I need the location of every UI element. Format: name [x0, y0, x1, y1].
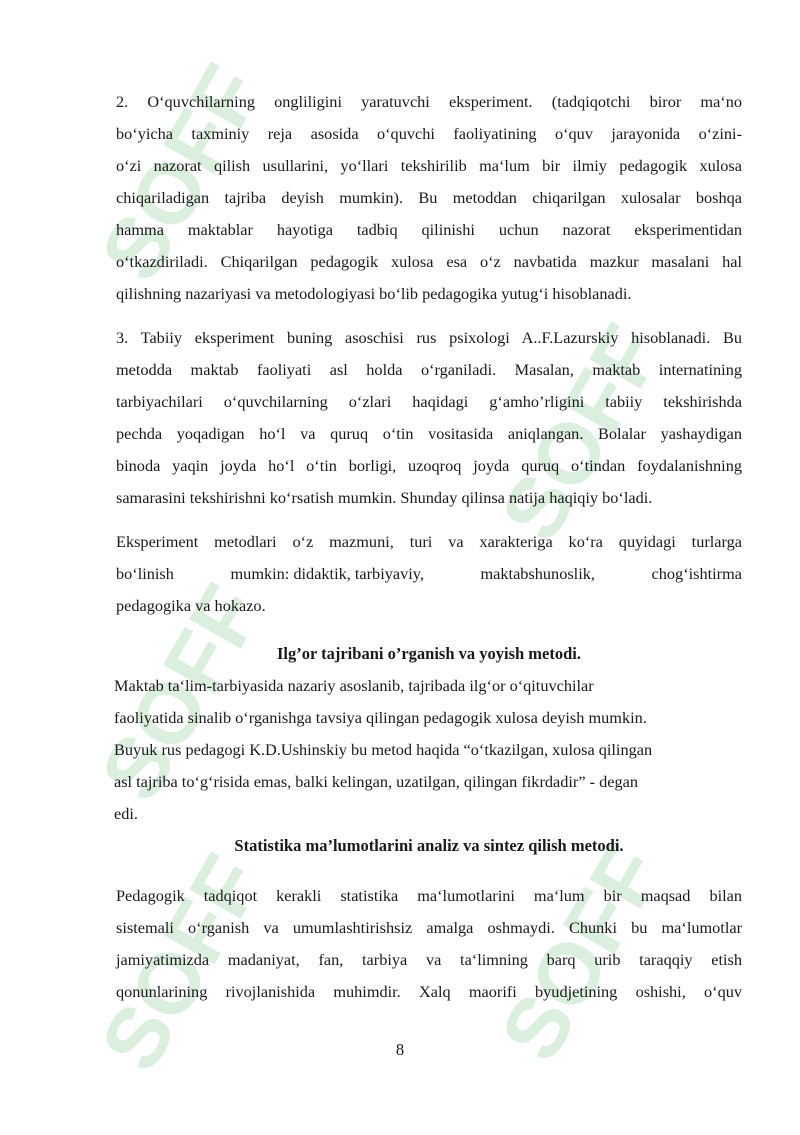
text-line: o‘tkazdiriladi. Chiqarilgan pedagogik xulosa esa o‘z navbatida mazkur masalani hal: [116, 252, 742, 271]
watermark-text: SOFF: [100, 839, 270, 1087]
paragraph-ilgor-tajriba: [114, 670, 742, 830]
text-line: samarasini tekshirishni ko‘rsatish mumkin. Shunday qilinsa natija haqiqiy bo‘ladi.: [116, 488, 653, 507]
text-line: bo‘yicha taxminiy reja asosida o‘quvchi faoliyatining o‘quv jarayonida o‘zini-: [116, 124, 742, 143]
text-line: qilishning nazariyasi va metodologiyasi bo‘lib pedagogika yutug‘i hisoblanadi.: [116, 284, 632, 303]
text-line: Pedagogik tadqiqot kerakli statistika ma‘lumotlarini ma‘lum bir maqsad bilan: [116, 886, 742, 905]
watermark-text: SOFF: [500, 829, 670, 1077]
text-line: hamma maktablar hayotiga tadbiq qilinishi uchun nazorat eksperimentidan: [116, 220, 742, 239]
text-line: qonunlarining rivojlanishida muhimdir. Xalq maorifi byudjetining oshishi, o‘quv: [116, 982, 742, 1001]
text-line: 2. O‘quvchilarning ongliligini yaratuvchi eksperiment. (tadqiqotchi biror ma‘no: [116, 92, 742, 111]
section-heading: Ilg’or tajribani o’rganish va yoyish metodi.: [276, 644, 582, 663]
paragraph-tabiiy-eksperiment: [116, 322, 742, 514]
text-line: pechda yoqadigan ho‘l va quruq o‘tin vositasida aniqlangan. Bolalar yashaydigan: [116, 424, 742, 443]
text-line: Maktab ta‘lim-tarbiyasida nazariy asoslanib, tajribada ilg‘or o‘qituvchilar: [114, 676, 594, 695]
text-line: jamiyatimizda madaniyat, fan, tarbiya va ta‘limning barq urib taraqqiy etish: [116, 950, 742, 969]
text-word: mumkin: didaktik, tarbiyaviy,: [230, 564, 424, 583]
paragraph-eksperiment-turlari: [116, 526, 742, 622]
text-line: pedagogika va hokazo.: [116, 596, 266, 615]
paragraph-statistika: [116, 880, 742, 1008]
watermark-text: SOFF: [500, 309, 670, 557]
watermark-text: SOFF: [100, 569, 270, 817]
text-word: maktabshunoslik,: [480, 564, 595, 583]
text-line: asl tajriba to‘g‘risida emas, balki kelingan, uzatilgan, qilingan fikrdadir” - degan: [114, 772, 638, 791]
text-word: bo‘linish: [116, 564, 174, 583]
document-body: [116, 86, 742, 1008]
text-line: edi.: [114, 804, 138, 823]
text-line: sistemali o‘rganish va umumlashtirishsiz amalga oshmaydi. Chunki bu ma‘lumotlar: [116, 918, 742, 937]
watermark-text: SOFF: [100, 49, 270, 297]
section-heading: Statistika ma’lumotlarini analiz va sintez qilish metodi.: [234, 836, 624, 855]
text-line: [116, 558, 742, 590]
text-word: chog‘ishtirma: [651, 564, 742, 583]
text-line: o‘zi nazorat qilish usullarini, yo‘llari tekshirilib ma‘lum bir ilmiy pedagogik xulosa: [116, 156, 742, 175]
text-line: chiqariladigan tajriba deyish mumkin). Bu metoddan chiqarilgan xulosalar boshqa: [116, 188, 742, 207]
text-line: Buyuk rus pedagogi K.D.Ushinskiy bu metod haqida “o‘tkazilgan, xulosa qilingan: [114, 740, 653, 759]
paragraph-ongli-eksperiment: [116, 86, 742, 310]
page-number: 8: [395, 1040, 405, 1059]
text-line: metodda maktab faoliyati asl holda o‘rganiladi. Masalan, maktab internatining: [116, 360, 742, 379]
text-line: tarbiyachilari o‘quvchilarning o‘zlari haqidagi g‘amho’rligini tabiiy tekshirishda: [116, 392, 742, 411]
text-line: binoda yaqin joyda ho‘l o‘tin borligi, uzoqroq joyda quruq o‘tindan foydalanishning: [116, 456, 742, 475]
text-line: Eksperiment metodlari o‘z mazmuni, turi va xarakteriga ko‘ra quyidagi turlarga: [116, 532, 742, 551]
text-line: faoliyatida sinalib o‘rganishga tavsiya qilingan pedagogik xulosa deyish mumkin.: [114, 708, 647, 727]
text-line: 3. Tabiiy eksperiment buning asoschisi rus psixologi A..F.Lazurskiy hisoblanadi. Bu: [116, 328, 742, 347]
